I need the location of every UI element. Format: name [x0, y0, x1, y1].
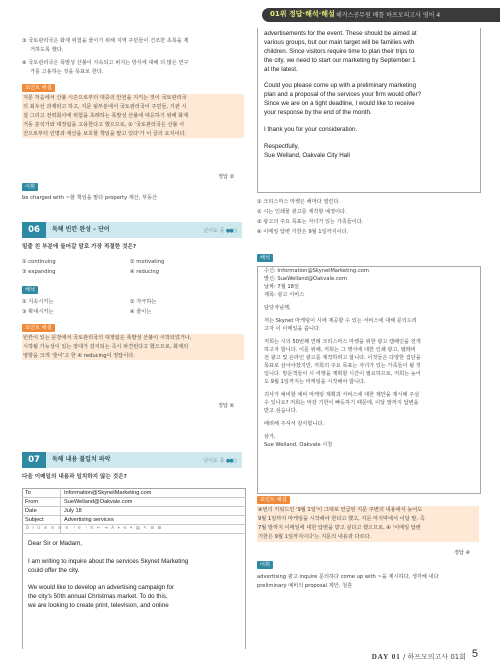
vocab-tag: 어휘	[22, 183, 38, 191]
footer-day: DAY 01	[371, 653, 401, 661]
answer-q06: 정답 ④	[218, 403, 235, 409]
trans-line: Sue Welland, Oakvale 시청	[264, 442, 333, 448]
q06-question: 밑줄 친 부분에 들어갈 말로 가장 적절한 것은?	[22, 244, 137, 250]
difficulty-dots-icon: ●●○	[225, 228, 236, 234]
answer-q05: 정답 ②	[218, 174, 235, 180]
email-line: we are looking to create print, television, and online	[28, 602, 169, 609]
email-line: various groups, but our main target will be families with	[264, 39, 415, 46]
vocab-q05: be charged with ~할 책임을 맡다 property 재산, 부동산	[22, 195, 158, 201]
q07-option: ③ 광고의 주요 목표는 자녀가 있는 가족들이다.	[257, 219, 364, 225]
trans-line: 전 광고 및 온라인 광고를 제작하려고 합니다. 이것들은 다양한 집단을	[264, 355, 421, 361]
q06-option: ① continuing	[22, 259, 56, 265]
trans-line: 목표로 삼아야겠지만, 저희의 주요 목표는 자녀가 있는 가족들이 될 것	[264, 363, 421, 369]
page-number: 5	[471, 648, 478, 660]
q07-title: 독해 내용 불일치 파악	[52, 456, 111, 463]
q06-difficulty: 난이도 중 ●●○	[203, 228, 236, 234]
q07-number: 07	[22, 452, 46, 468]
q06-trans: ③ 확대시키는	[22, 309, 54, 315]
vocab-tag: 어휘	[257, 561, 273, 569]
point-line: 의 최우선 과제라고 하고, 지문 뒷부분에서 국토관리국이 주민들, 기관 시	[23, 104, 187, 110]
email-subject-field[interactable]: Advertising services	[64, 517, 114, 523]
q06-option: ③ expanding	[22, 269, 56, 275]
point-line: 빈칸이 있는 문장에서 국토관리국의 대정팀은 폭발성 산불이 시작되었거나,	[23, 335, 192, 341]
trans-line: 수신: Information@SkynetMarketing.com	[264, 268, 369, 274]
trans-line: 배려해 주셔서 감사합니다.	[264, 421, 325, 427]
q07-difficulty: 난이도 중 ●●○	[203, 458, 236, 464]
q06-header	[22, 222, 242, 238]
footer-label: / 하프모의고사 01회	[402, 653, 466, 661]
q05-option-4-cont: 가를 고용하는 것을 목표로 한다.	[30, 69, 104, 75]
email-date-label: Date	[25, 508, 37, 514]
trans-line: 고자 이 이메일을 씁니다.	[264, 326, 321, 332]
email-line: Dear Sir or Madam,	[28, 540, 82, 547]
q07-option: ② 시는 인쇄물 광고를 제작할 예정이다.	[257, 209, 347, 215]
point-tag: 포인트 해설	[22, 84, 55, 92]
q07-question: 다음 이메일의 내용과 일치하지 않는 것은?	[22, 474, 127, 480]
translation-tag: 해석	[257, 254, 273, 262]
email-line: Respectfully,	[264, 143, 299, 150]
email-to-field[interactable]: Information@SkynetMarketing.com	[64, 490, 152, 496]
header-title: 01위 정답·해석·해설	[270, 10, 335, 18]
point-line: 7월 말까지 이메일에 대한 답변을 받고 싶다고 했으므로, ④ '이메일 답변	[258, 525, 421, 531]
trans-line: 날짜: 7월 18일	[264, 284, 299, 290]
q07-option: ④ 이메일 답변 기한은 9월 1일까지이다.	[257, 229, 349, 235]
point-line: 설 그리고 전력회사에 위험을 초래하는 폭발성 산불에 대응하기 위해 화재	[23, 113, 189, 119]
footer	[372, 652, 466, 662]
point-line: 9월 1일까지 마케팅을 시작해야 한다고 했고, 지문 마지막에서 이달 말, 즉	[258, 516, 425, 522]
email-from-label: From	[25, 499, 39, 505]
translation-tag: 해석	[22, 286, 38, 294]
trans-line: 발신: SueWelland@Oakvale.com	[264, 276, 347, 282]
header-subtitle: 해커스공무원 배틀 하프모의고사 영어 4	[336, 11, 441, 19]
email-line: the city, we need to start our marketing by September 1	[264, 57, 416, 64]
trans-line: 하고자 합니다. 이를 위해, 저희는 그 행사에 대한 인쇄 광고, 텔레비	[264, 347, 416, 353]
q06-option: ② motivating	[130, 259, 165, 265]
email-line: at the latest.	[264, 66, 298, 73]
q06-trans: ② 자극하는	[130, 299, 157, 305]
trans-line: 제목: 광고 서비스	[264, 292, 305, 298]
email-line: could offer the city.	[28, 567, 80, 574]
q06-number: 06	[22, 222, 46, 238]
q06-trans: ① 지속시키는	[22, 299, 54, 305]
q07-header	[22, 452, 242, 468]
email-line: advertisements for the event. These should be aimed at	[264, 30, 417, 37]
answer-q07: 정답 ④	[454, 550, 471, 556]
email-line: plan and a proposal of the services your firm would offer?	[264, 91, 422, 98]
q06-trans: ④ 줄이는	[130, 309, 152, 315]
email-to-label: To	[25, 490, 31, 496]
trans-line: 저는 Skynet 마케팅이 시에 제공할 수 있는 서비스에 대해 문의드리	[264, 318, 417, 324]
q06-title: 독해 빈칸 완성 – 단어	[52, 226, 110, 233]
trans-line: 삼가,	[264, 434, 276, 440]
point-line: 기한은 9월 1일까지이다'는 지문의 내용과 다르다.	[258, 534, 372, 540]
email-from-field[interactable]: SueWelland@Oakvale.com	[64, 499, 133, 505]
point-line: 지문 처음에서 산불 시즌으로부터 대중의 안전을 지키는 것이 국토관리국	[23, 95, 187, 101]
vocab-line: preliminary 예비의 proposal 제안, 청혼	[257, 583, 353, 589]
trans-line: 받고 싶습니다.	[264, 408, 298, 414]
difficulty-dots-icon: ●●○	[225, 458, 236, 464]
q05-option-4: ④ 국토관리국은 폭발성 산불이 지속되고 퍼지는 방식에 대해 더 많은 연구	[22, 60, 189, 66]
point-line: 영향을 크게 '줄이'고 한 ④ reducing이 정답이다.	[23, 353, 135, 359]
trans-line: 수 있나요? 저희는 마감 기한이 빠듯하기 때문에, 이달 말까지 답변을	[264, 400, 419, 406]
trans-line: 입니다. 방문객들이 시 여행을 계획할 시간이 필요하므로, 저희는 늦어	[264, 371, 421, 377]
email-subject-label: Subject	[25, 517, 44, 523]
point-tag: 포인트 해설	[257, 496, 290, 504]
point-line: 거동 분석가와 대정팀을 고용한다고 했으므로, ② '국토관리국은 산불 사	[23, 122, 185, 128]
q05-option-3-cont: 거하도록 했다.	[30, 47, 64, 53]
q05-option-3: ③ 국토관리국은 화재 위험을 줄이기 위해 지역 주민들이 건조한 초목을 제	[22, 38, 189, 44]
trans-line: 도 9월 1일까지는 마케팅을 시작해야 합니다.	[264, 379, 366, 385]
point-line: 시작될 가능성이 있는 장대가 감지되는 즉시 파견된다고 했으므로, 화재의	[23, 344, 189, 350]
email-line: I am writing to inquire about the services Skynet Marketing	[28, 558, 189, 565]
email-line: I thank you for your consideration.	[264, 126, 358, 133]
q07-option: ① 크리스마스 마켓은 해마다 열린다.	[257, 199, 341, 205]
trans-line: 귀사가 예비할 예비 마케팅 계획과 서비스에 대한 제안을 제시해 주실	[264, 392, 420, 398]
point-tag: 포인트 해설	[22, 324, 55, 332]
email-line: Could you please come up with a preliminary marketing	[264, 82, 417, 89]
point-line: 건으로부터 인명과 재산을 보호할 책임을 맡고 있다'가 이 글의 요지이다.	[23, 131, 187, 137]
email-line: the city's 50th annual Christmas market. To do this,	[28, 593, 168, 600]
email-line: We would like to develop an advertising campaign for	[28, 584, 175, 591]
email-formatting-toolbar[interactable]: B I U ≡ ≡ ≡ ≡ ⋮≡ ⋮≡ ⇤ ⇥ A ▾ ⟲ ▾ ▤ ✎ ⊟ ⊞	[26, 525, 163, 531]
point-line: ④번의 키워드인 '9월 1일'이 그대로 언급된 지문 주변의 내용에서 늦어도	[258, 507, 423, 513]
email-line: Since we are on a tight deadline, I would like to receive	[264, 100, 415, 107]
email-line: your response by the end of the month.	[264, 109, 372, 116]
q06-option: ④ reducing	[130, 269, 159, 275]
email-line: children. Since visitors require time to plan their trips to	[264, 48, 415, 55]
trans-line: 저희는 시의 50번째 연례 크리스마스 마켓을 위한 광고 캠페인을 전개	[264, 339, 421, 345]
trans-line: 담당자님께,	[264, 305, 291, 311]
email-line: Sue Welland, Oakvale City Hall	[264, 152, 350, 159]
vocab-line: advertising 광고 inquire 문의하다 come up with ~을 제시하다, 생각해 내다	[257, 574, 439, 580]
email-date-field[interactable]: July 18	[64, 508, 82, 514]
